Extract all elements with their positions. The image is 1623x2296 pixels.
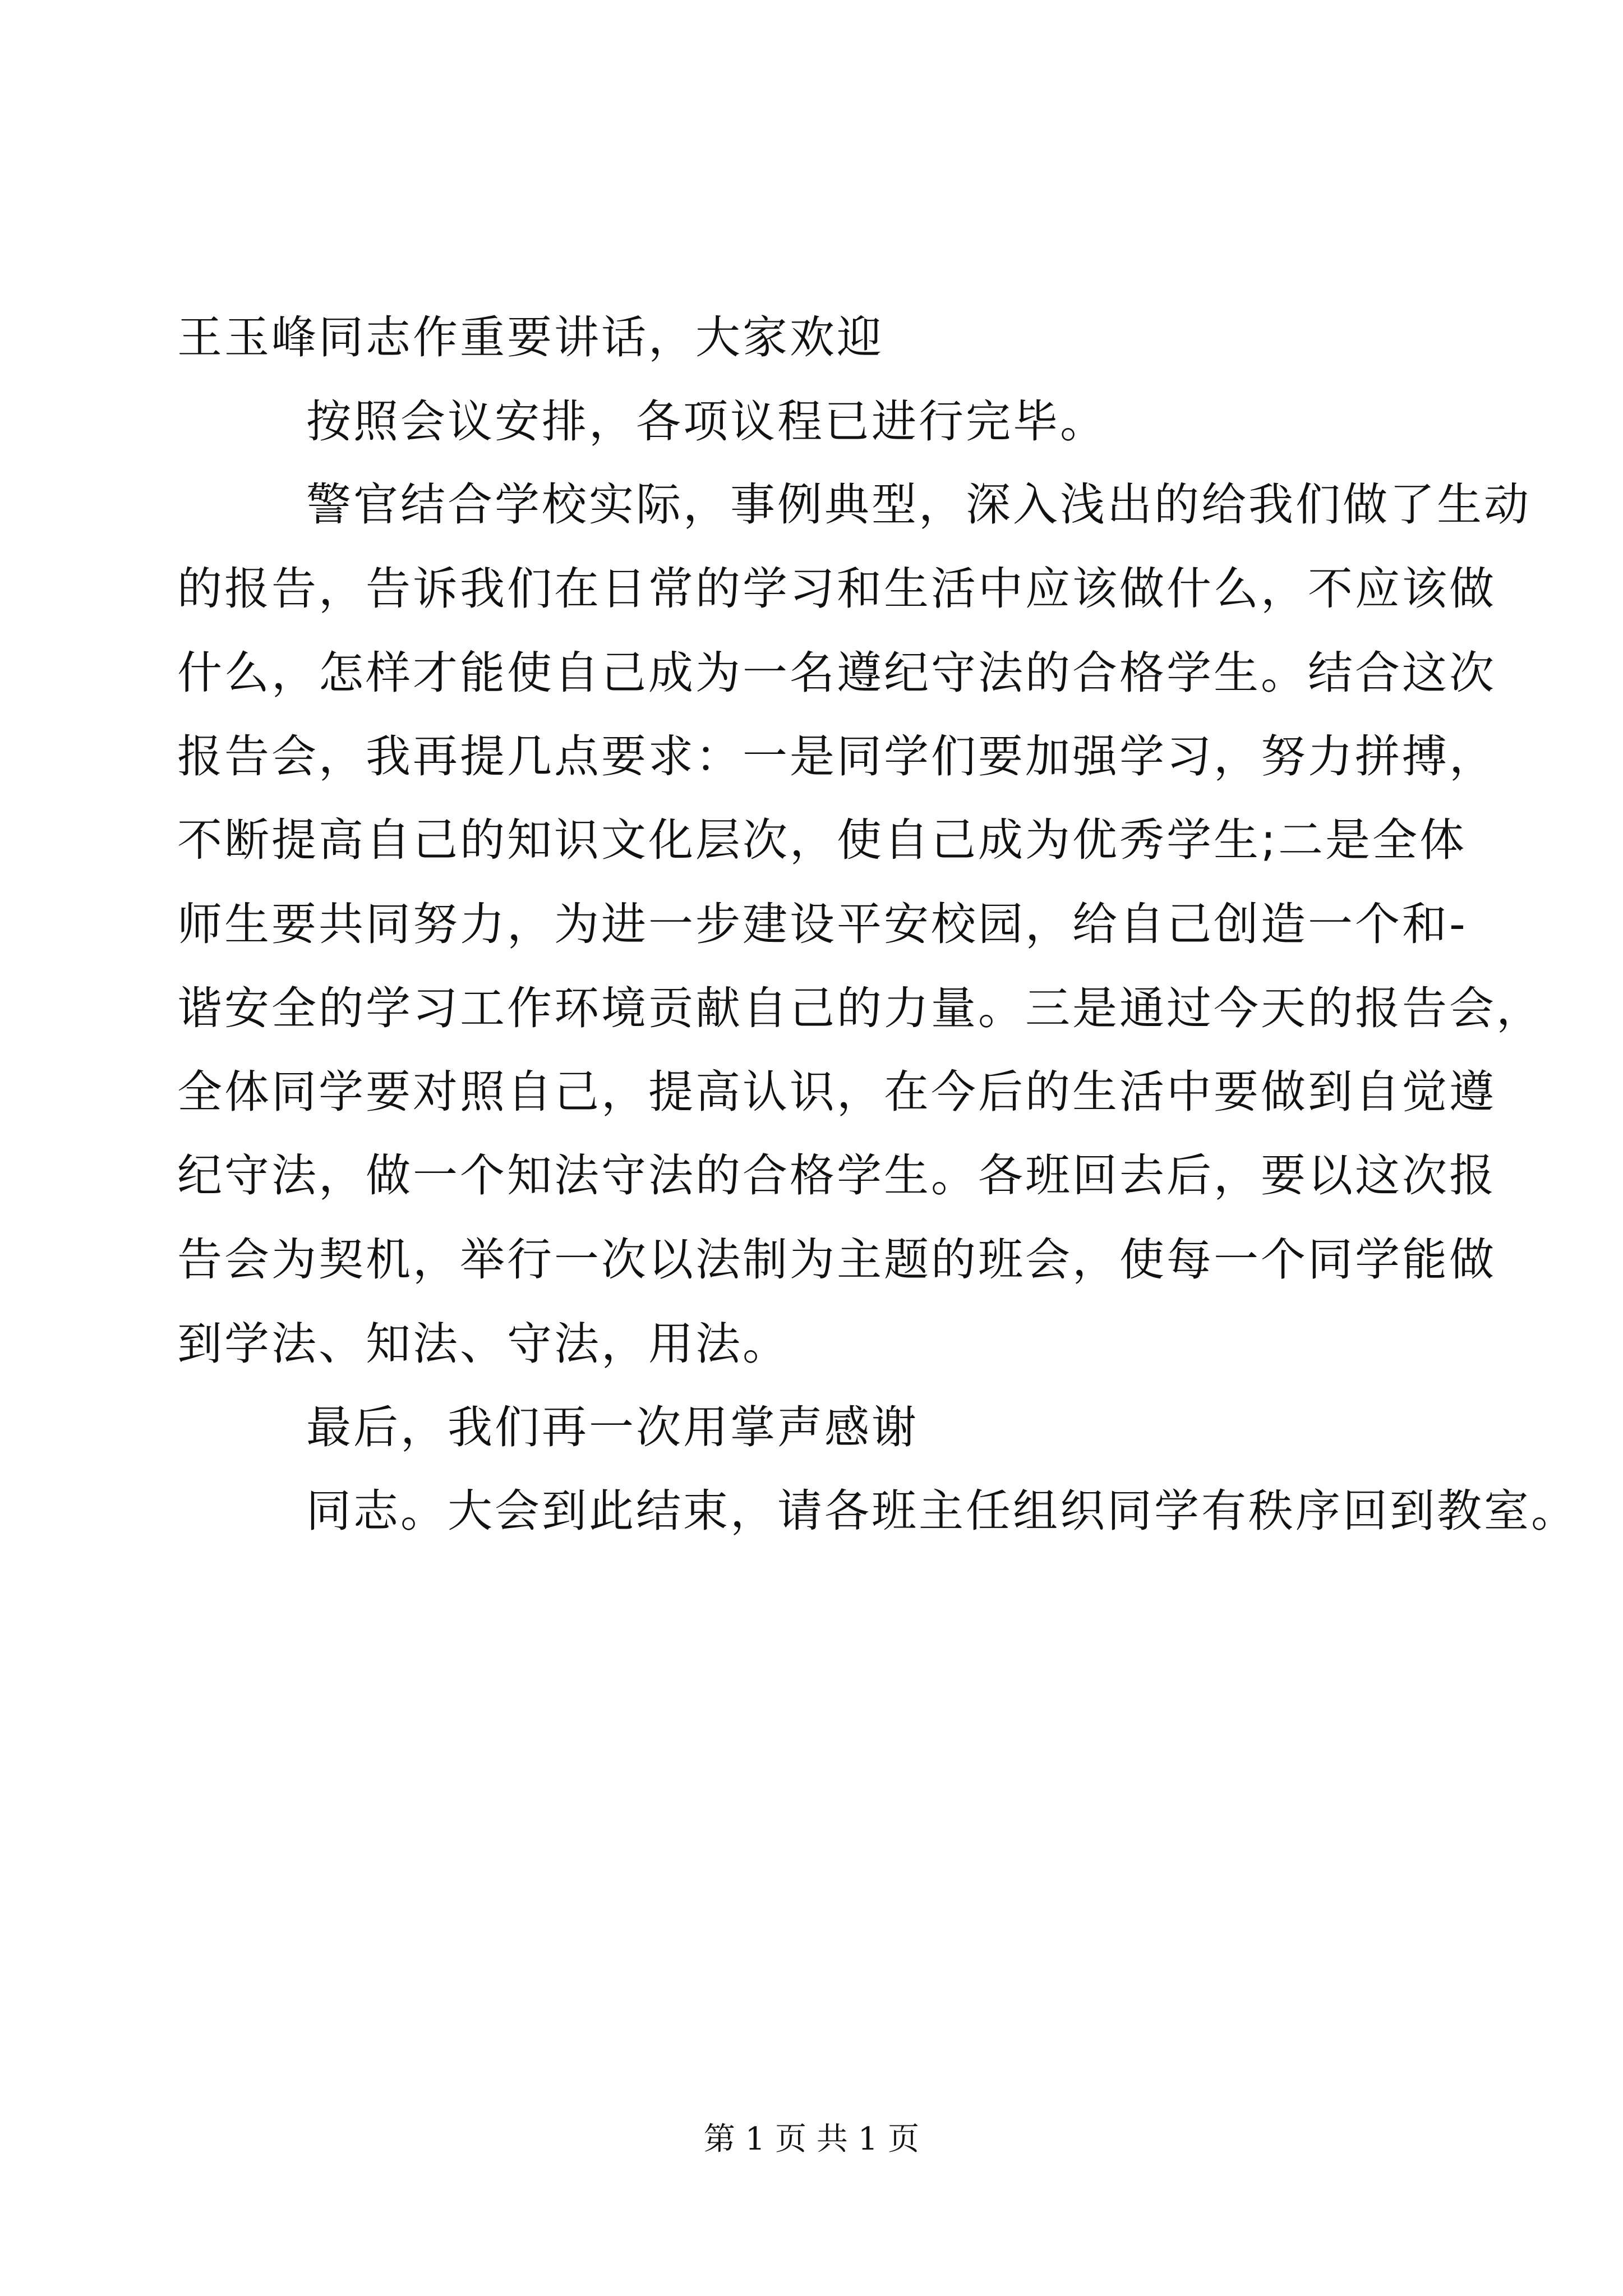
paragraph-line: 不断提高自己的知识文化层次，使自己成为优秀学生;二是全体 bbox=[177, 814, 1467, 866]
page-footer: 第 1 页 共 1 页 bbox=[703, 2121, 920, 2157]
paragraph-line: 纪守法，做一个知法守法的合格学生。各班回去后，要以这次报 bbox=[177, 1149, 1496, 1202]
paragraph-line: 告会为契机，举行一次以法制为主题的班会，使每一个同学能做 bbox=[177, 1234, 1496, 1286]
paragraph-line: 到学法、知法、守法，用法。 bbox=[177, 1318, 790, 1370]
paragraph-line: 的报告，告诉我们在日常的学习和生活中应该做什么，不应该做 bbox=[177, 563, 1496, 615]
paragraph-line: 同志。大会到此结束，请各班主任组织同学有秩序回到教室。 bbox=[306, 1485, 1578, 1537]
paragraph-line: 最后，我们再一次用掌声感谢 bbox=[306, 1401, 919, 1453]
paragraph-line: 全体同学要对照自己，提高认识，在今后的生活中要做到自觉遵 bbox=[177, 1066, 1496, 1118]
paragraph-line: 王玉峰同志作重要讲话，大家欢迎 bbox=[177, 311, 884, 364]
paragraph-line: 报告会，我再提几点要求：一是同学们要加强学习，努力拼搏， bbox=[177, 730, 1496, 783]
paragraph-line: 谐安全的学习工作环境贡献自己的力量。三是通过今天的报告会， bbox=[177, 982, 1543, 1034]
paragraph-line: 师生要共同努力，为进一步建设平安校园，给自己创造一个和- bbox=[177, 898, 1468, 950]
paragraph-line: 按照会议安排，各项议程已进行完毕。 bbox=[306, 395, 1107, 448]
paragraph-line: 警官结合学校实际，事例典型，深入浅出的给我们做了生动 bbox=[306, 478, 1531, 531]
paragraph-line: 什么，怎样才能使自己成为一名遵纪守法的合格学生。结合这次 bbox=[177, 647, 1496, 699]
